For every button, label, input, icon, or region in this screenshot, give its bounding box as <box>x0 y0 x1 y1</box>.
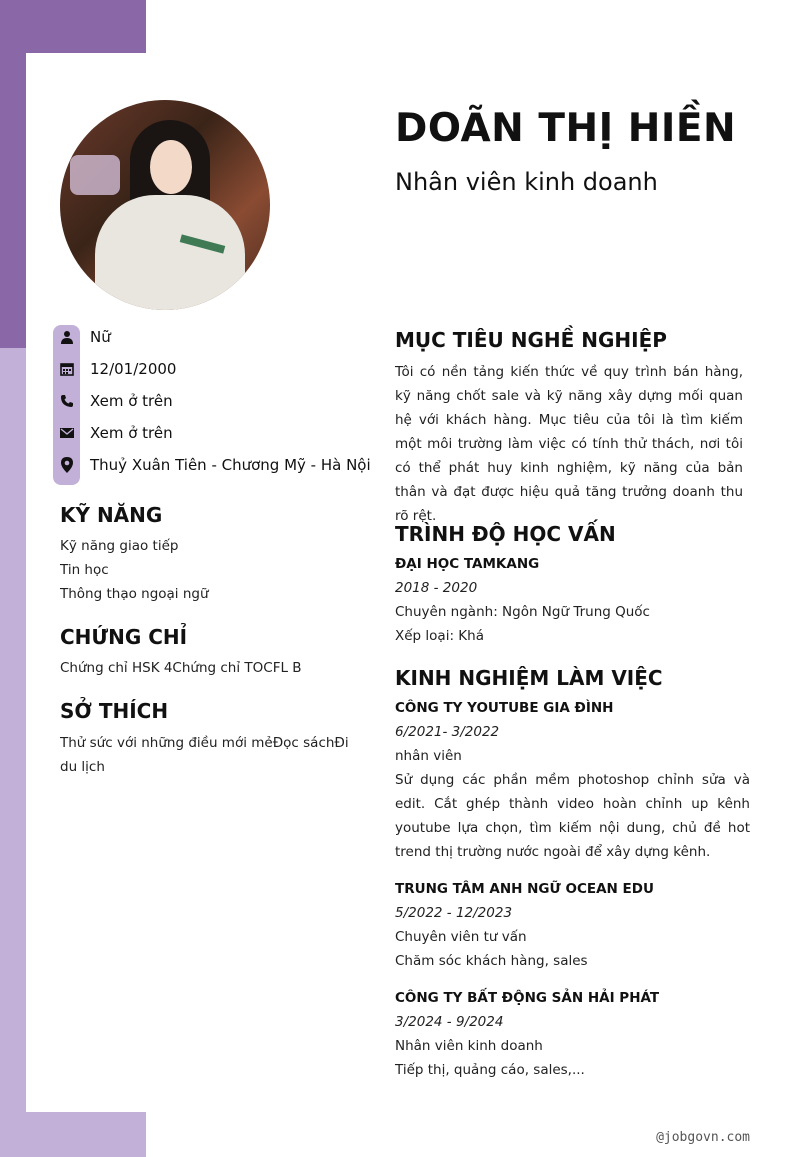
phone-text: Xem ở trên <box>90 392 173 410</box>
job-description: Chăm sóc khách hàng, sales <box>395 953 588 969</box>
contact-email <box>53 417 373 449</box>
location-pin-icon <box>53 457 80 473</box>
job-period: 5/2022 - 12/2023 <box>395 905 513 921</box>
candidate-role: Nhân viên kinh doanh <box>395 168 658 196</box>
contact-gender <box>53 321 373 353</box>
mail-icon <box>53 427 80 439</box>
job-position: Chuyên viên tư vấn <box>395 929 527 945</box>
profile-photo <box>60 100 270 310</box>
education-grade: Xếp loại: Khá <box>395 628 484 644</box>
certificates-heading: CHỨNG CHỈ <box>60 625 188 649</box>
education-major: Chuyên ngành: Ngôn Ngữ Trung Quốc <box>395 604 650 620</box>
candidate-name: DOÃN THỊ HIỀN <box>395 106 737 151</box>
job-company: CÔNG TY YOUTUBE GIA ĐÌNH <box>395 700 614 716</box>
address-text: Thuỷ Xuân Tiên - Chương Mỹ - Hà Nội <box>90 456 371 474</box>
objective-text: Tôi có nền tảng kiến thức về quy trình bán hàng, kỹ năng chốt sale và kỹ năng xây dựng mối quan hệ với khách hàng. Mục tiêu của tôi là tìm kiếm một môi trường làm việc có tính thử thách, nơi tôi có thể phát huy kinh nghiệm, kỹ năng của bản thân và đạt được hiệu quả tăng trưởng doanh thu rõ rệt. <box>395 364 743 524</box>
job-period: 6/2021- 3/2022 <box>395 724 500 740</box>
job-company: CÔNG TY BẤT ĐỘNG SẢN HẢI PHÁT <box>395 990 660 1006</box>
email-text: Xem ở trên <box>90 424 173 442</box>
hobbies-text: Thử sức với những điều mới mẻĐọc sáchĐi du lịch <box>60 735 349 775</box>
job-position: nhân viên <box>395 748 462 764</box>
skill-item: Tin học <box>60 562 109 578</box>
phone-icon <box>53 394 80 408</box>
gender-text: Nữ <box>90 328 111 346</box>
contact-address <box>53 449 373 481</box>
watermark: @jobgovn.com <box>656 1130 750 1145</box>
calendar-icon <box>53 362 80 376</box>
objective-heading: MỤC TIÊU NGHỀ NGHIỆP <box>395 328 667 352</box>
person-icon <box>53 330 80 344</box>
job-period: 3/2024 - 9/2024 <box>395 1014 504 1030</box>
contact-phone <box>53 385 373 417</box>
skill-item: Kỹ năng giao tiếp <box>60 538 179 554</box>
skill-item: Thông thạo ngoại ngữ <box>60 586 209 602</box>
education-heading: TRÌNH ĐỘ HỌC VẤN <box>395 522 616 546</box>
hobbies-heading: SỞ THÍCH <box>60 699 169 723</box>
contact-birthdate <box>53 353 373 385</box>
education-school: ĐẠI HỌC TAMKANG <box>395 556 540 572</box>
job-description: Sử dụng các phần mềm photoshop chỉnh sửa và edit. Cắt ghép thành video hoàn chỉnh up kênh youtube lựa chọn, tìm kiếm nội dung, chủ đề hot trend thị trường nước ngoài để xây dựng kênh. <box>395 772 750 860</box>
job-description: Tiếp thị, quảng cáo, sales,... <box>395 1062 585 1078</box>
birthdate-text: 12/01/2000 <box>90 360 177 378</box>
certificates-text: Chứng chỉ HSK 4Chứng chỉ TOCFL B <box>60 660 302 676</box>
job-company: TRUNG TÂM ANH NGỮ OCEAN EDU <box>395 881 654 897</box>
experience-heading: KINH NGHIỆM LÀM VIỆC <box>395 666 663 690</box>
skills-heading: KỸ NĂNG <box>60 503 163 527</box>
job-position: Nhân viên kinh doanh <box>395 1038 543 1054</box>
education-period: 2018 - 2020 <box>395 580 478 596</box>
